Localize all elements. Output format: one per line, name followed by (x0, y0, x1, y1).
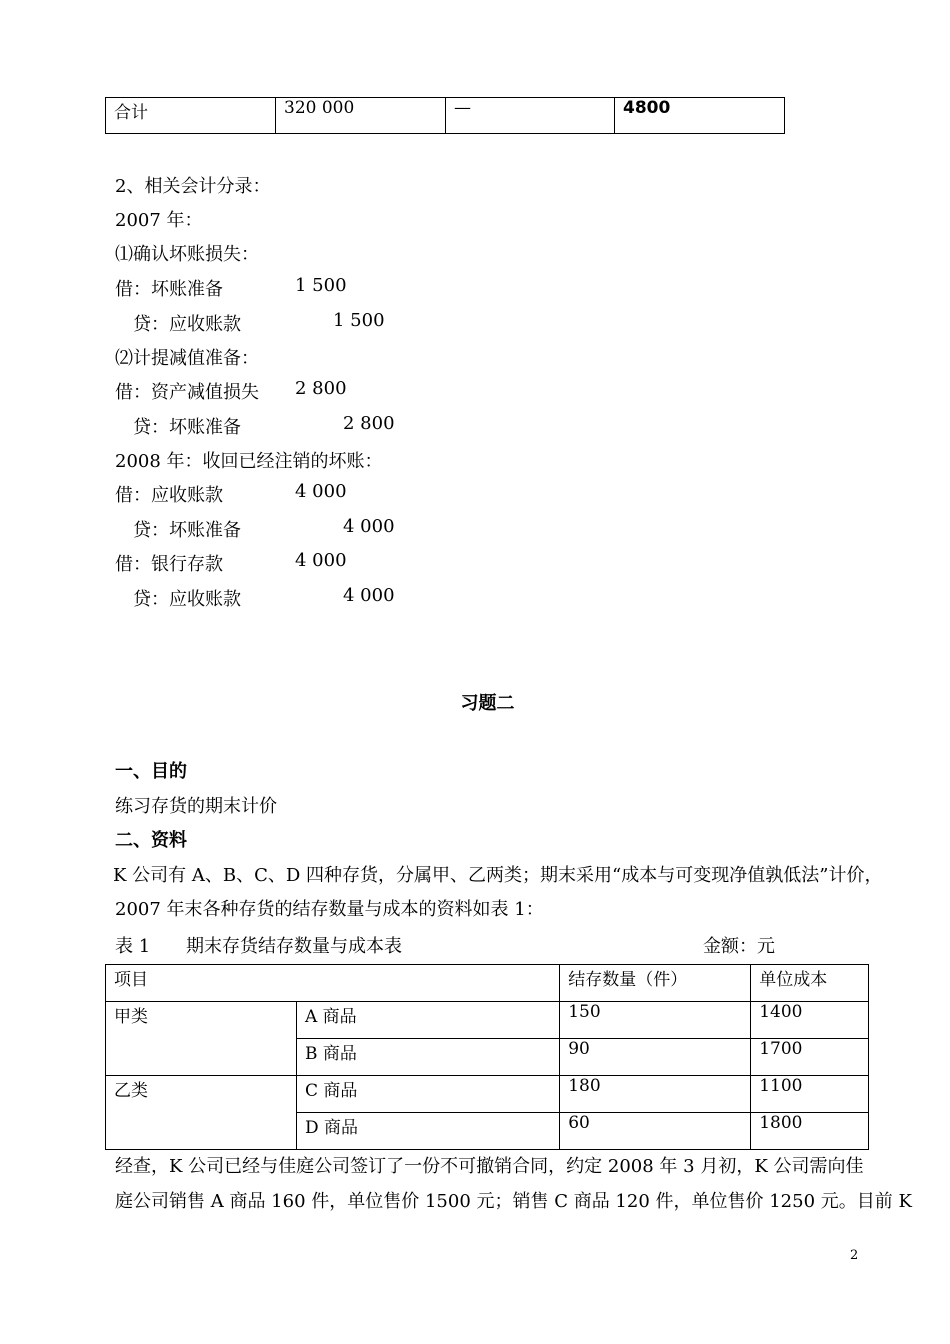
table-cell: 60 (560, 1113, 751, 1150)
entry-line-label: 贷：坏账准备 (133, 520, 241, 541)
entry-line-label: 贷：坏账准备 (133, 417, 241, 438)
entry-line-amount: 1 500 (295, 275, 347, 296)
entry-item-1: ⑴确认坏账损失： (115, 244, 259, 265)
group-label: 乙类 (106, 1076, 297, 1150)
entry-line-label: 贷：应收账款 (133, 314, 241, 335)
table-cell: 1100 (751, 1076, 869, 1113)
group-label: 甲类 (106, 1002, 297, 1076)
section-material-heading: 二、资料 (115, 830, 187, 851)
table-caption-title: 期末存货结存数量与成本表 (186, 936, 402, 957)
summary-label: 合计 (106, 98, 276, 134)
material-paragraph-line: 2007 年末各种存货的结存数量与成本的资料如表 1： (115, 899, 544, 920)
summary-table (105, 97, 785, 134)
section-purpose-heading: 一、目的 (115, 761, 187, 782)
table-cell: 1700 (751, 1039, 869, 1076)
year-2008: 2008 年：收回已经注销的坏账： (115, 451, 383, 472)
table-cell: 150 (560, 1002, 751, 1039)
entry-line-amount: 4 000 (295, 550, 347, 571)
table-caption-unit: 金额：元 (703, 936, 775, 957)
entry-line-amount: 4 000 (343, 516, 395, 537)
entry-line-label: 借：资产减值损失 (115, 382, 259, 403)
table-cell: 1400 (751, 1002, 869, 1039)
summary-dash: — (446, 98, 615, 134)
entries-heading: 2、相关会计分录： (115, 176, 271, 197)
table-cell: C 商品 (297, 1076, 560, 1113)
entry-line-label: 借：银行存款 (115, 554, 223, 575)
entry-line-amount: 2 800 (343, 413, 395, 434)
table-cell: 90 (560, 1039, 751, 1076)
page-number: 2 (850, 1248, 859, 1263)
entry-line-amount: 1 500 (333, 310, 385, 331)
body-paragraph-line: 经查，K 公司已经与佳庭公司签订了一份不可撤销合同，约定 2008 年 3 月初，K 公司需向佳 (115, 1156, 864, 1177)
table-header-cell: 项目 (106, 965, 560, 1002)
year-2007: 2007 年： (115, 210, 203, 231)
entry-line-label: 借：应收账款 (115, 485, 223, 506)
section-purpose-text: 练习存货的期末计价 (115, 796, 277, 817)
table-cell: B 商品 (297, 1039, 560, 1076)
table-row (106, 1002, 869, 1039)
table-cell: A 商品 (297, 1002, 560, 1039)
entry-line-amount: 4 000 (295, 481, 347, 502)
summary-amount: 320 000 (276, 98, 446, 134)
table-header-cell: 单位成本 (751, 965, 869, 1002)
entry-line-amount: 2 800 (295, 378, 347, 399)
summary-total: 4800 (615, 98, 785, 134)
table-header-cell: 结存数量（件） (560, 965, 751, 1002)
table-cell: 180 (560, 1076, 751, 1113)
exercise-title: 习题二 (460, 693, 515, 714)
table-row (106, 1076, 869, 1113)
entry-item-2: ⑵计提减值准备： (115, 348, 259, 369)
table-cell: 1800 (751, 1113, 869, 1150)
body-paragraph-line: 庭公司销售 A 商品 160 件，单位售价 1500 元；销售 C 商品 120 件，单位售价 1250 元。目前 K (115, 1191, 912, 1212)
entry-line-amount: 4 000 (343, 585, 395, 606)
entry-line-label: 借：坏账准备 (115, 279, 223, 300)
table-cell: D 商品 (297, 1113, 560, 1150)
entry-line-label: 贷：应收账款 (133, 589, 241, 610)
material-paragraph-line: K 公司有 A、B、C、D 四种存货，分属甲、乙两类；期末采用“成本与可变现净值孰低法”计价， (113, 865, 883, 886)
table-caption-label: 表 1 (115, 936, 151, 957)
inventory-table (105, 964, 869, 1150)
